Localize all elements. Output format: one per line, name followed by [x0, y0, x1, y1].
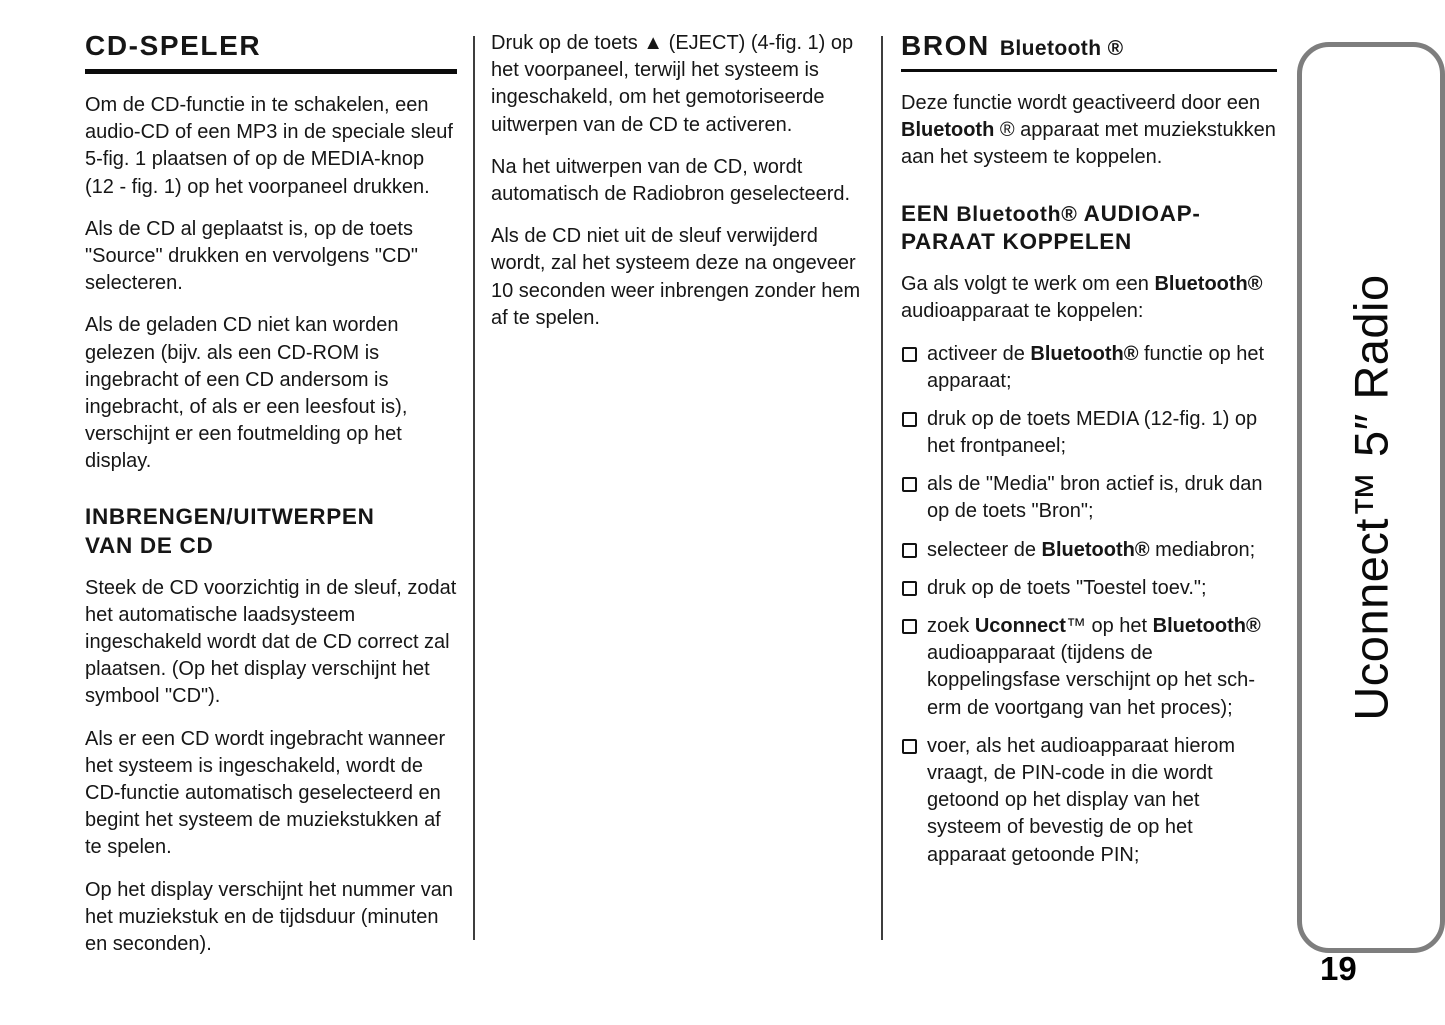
list-item [901, 575, 1277, 602]
list-item-text: voer, als het audioapparaat hierom vraagt, de PIN-code in die wordt getoond op het display van het systeem of bevestig de op het apparaat getoonde PIN; [927, 734, 1235, 866]
checkbox-bullet-icon [902, 477, 917, 492]
list-item-text: selecteer de Bluetooth® mediabron; [927, 538, 1256, 561]
subheading-inbrengen-uitwerpen [85, 503, 457, 559]
subheading-line: VAN DE CD [85, 532, 214, 558]
subheading-line: EEN Bluetooth® AUDIOAP- [901, 200, 1201, 226]
checkbox-bullet-icon [902, 581, 917, 596]
checkbox-bullet-icon [902, 412, 917, 427]
paragraph: Op het display verschijnt het nummer van het muziekstuk en de tijdsduur (minuten en seconden). [85, 878, 453, 955]
paragraph: Steek de CD voorzichtig in de sleuf, zodat het automatische laadsysteem ingeschakeld wordt dat de CD correct zal plaatsen. (Op het display verschijnt het symbool "CD"). [85, 576, 457, 708]
subheading-bluetooth-koppelen [901, 200, 1277, 257]
list-item-text: druk op de toets MEDIA (12-fig. 1) op het frontpaneel; [927, 407, 1258, 458]
list-item-text: zoek Uconnect™ op het Bluetooth® audioapparaat (tijdens de koppelingsfase verschijnt op het scherm de voortgang van het proces); [927, 615, 1261, 719]
paragraph: Als de geladen CD niet kan worden gelezen (bijv. als een CD-ROM is ingebracht of een CD andersom is ingebracht, of als er een leesfout is), verschijnt er een foutmelding op het display. [85, 314, 408, 473]
list-item-text: als de "Media" bron actief is, druk dan op de toets "Bron"; [927, 473, 1263, 523]
list-item-text: druk op de toets "Toestel toev."; [927, 576, 1207, 599]
paragraph: Deze functie wordt geactiveerd door een Bluetooth ® apparaat met muziekstukken aan het systeem te koppelen. [901, 92, 1276, 169]
paragraph: Druk op de toets ▲ (EJECT) (4-fig. 1) op het voorpaneel, terwijl het systeem is ingeschakeld, om het gemotoriseerde uitwerpen van de CD te activeren. [491, 32, 854, 136]
column-eject [491, 30, 865, 347]
checkbox-bullet-icon [902, 619, 917, 634]
heading-bluetooth-text: Bluetooth ® [999, 37, 1124, 60]
paragraph: Na het uitwerpen van de CD, wordt automatisch de Radiobron geselecteerd. [491, 155, 851, 205]
checkbox-bullet-icon [902, 543, 917, 558]
checkbox-bullet-icon [902, 739, 917, 754]
bullet-list [901, 341, 1277, 869]
heading-cd-speler-text: CD-SPELER [85, 30, 262, 61]
column-divider [473, 36, 475, 940]
paragraph: Als de CD al geplaatst is, op de toets "Source" drukken en vervolgens "CD" selecteren. [85, 217, 418, 295]
column-bron-bluetooth [901, 30, 1277, 880]
chapter-tab-label: Uconnect™ 5″ Radio [1344, 274, 1398, 721]
column-cd-speler [85, 30, 457, 973]
heading-bron-bluetooth [901, 30, 1277, 72]
paragraph: Als er een CD wordt ingebracht wanneer het systeem is ingeschakeld, wordt de CD-functie automatisch geselecteerd en begint het systeem de muziekstukken af te spelen. [85, 727, 446, 859]
paragraph: Ga als volgt te werk om een Bluetooth® audioapparaat te koppelen: [901, 273, 1263, 323]
paragraph: Als de CD niet uit de sleuf verwijderd wordt, zal het systeem deze na ongeveer 10 seconden weer inbrengen zonder hem af te spelen. [491, 225, 861, 329]
list-item [901, 471, 1277, 525]
heading-cd-speler [85, 30, 457, 74]
list-item-text: activeer de Bluetooth® functie op het apparaat; [927, 342, 1265, 392]
list-item [901, 341, 1277, 395]
subheading-line: PARAAT KOPPELEN [901, 229, 1132, 254]
list-item [901, 613, 1277, 722]
subheading-line: INBRENGEN/UITWERPEN [85, 504, 375, 530]
checkbox-bullet-icon [902, 347, 917, 362]
list-item [901, 733, 1277, 869]
chapter-tab [1297, 42, 1445, 953]
list-item [901, 537, 1277, 564]
column-divider [881, 36, 883, 940]
heading-bron-text: BRON [901, 30, 990, 61]
page-number: 19 [1320, 950, 1357, 987]
list-item [901, 406, 1277, 460]
paragraph: Om de CD-functie in te schakelen, een audio-CD of een MP3 in de speciale sleuf 5-fig. 1 plaatsen of op de MEDIA-knop (12 - fig. 1) op het voorpaneel drukken. [85, 94, 453, 198]
